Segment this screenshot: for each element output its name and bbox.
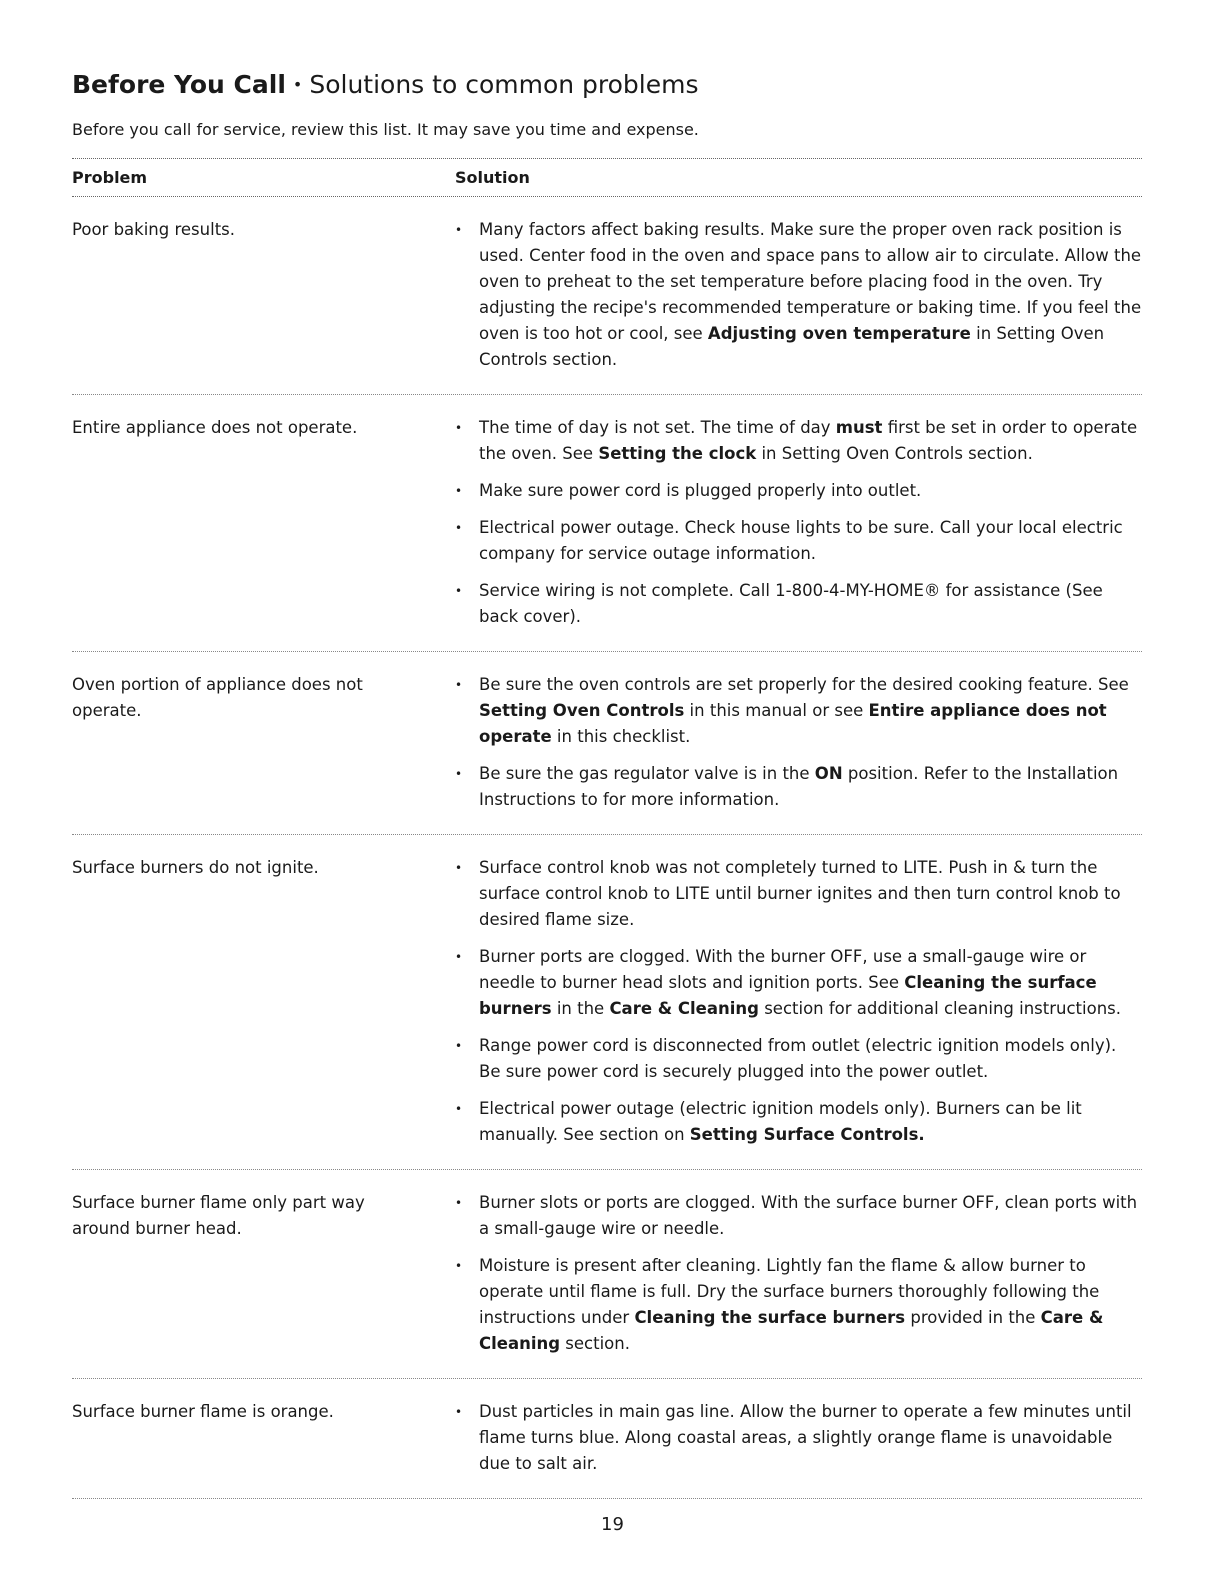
- title-subtitle: Solutions to common problems: [309, 70, 699, 99]
- solution-item: [455, 1033, 1142, 1085]
- solution-item: [455, 761, 1142, 813]
- table-row: [72, 1170, 1142, 1379]
- emphasis-text: Setting Oven Controls: [479, 701, 685, 720]
- solution-item: [455, 1399, 1142, 1477]
- bullet-icon: •: [455, 584, 463, 598]
- page-number: 19: [601, 1514, 624, 1535]
- solution-item: [455, 1096, 1142, 1148]
- emphasis-text: Care & Cleaning: [609, 999, 759, 1018]
- title-separator: •: [292, 75, 303, 94]
- problem-cell: Surface burner flame is orange.: [72, 1402, 334, 1421]
- bullet-icon: •: [455, 223, 463, 237]
- problem-cell: Poor baking results.: [72, 220, 236, 239]
- emphasis-text: ON: [814, 764, 843, 783]
- bullet-icon: •: [455, 950, 463, 964]
- solution-list: [455, 217, 1142, 373]
- solution-item: [455, 672, 1142, 750]
- bullet-icon: •: [455, 678, 463, 692]
- bullet-icon: •: [455, 1259, 463, 1273]
- solution-item: [455, 478, 1142, 504]
- solution-list: [455, 1399, 1142, 1477]
- solution-list: [455, 415, 1142, 630]
- solution-cell: [455, 415, 1142, 630]
- solution-text: Many factors affect baking results. Make sure the proper oven rack position is used. Center food in the oven and space pans to allow air to circulate. Allow the oven to preheat to the set temperature before placing food in the oven. Try adjusting the recipe's recommended temperature or baking time. If you feel the oven is too hot or cool, see: [479, 220, 1142, 343]
- solution-text: Electrical power outage (electric ignition models only). Burners can be lit manually. See section on: [479, 1099, 1082, 1144]
- bullet-icon: •: [455, 1405, 463, 1419]
- bullet-icon: •: [455, 1196, 463, 1210]
- solution-cell: [455, 1399, 1142, 1477]
- table-body: [72, 197, 1142, 1499]
- solution-text: section for additional cleaning instructions.: [758, 999, 1121, 1018]
- solution-item: [455, 944, 1142, 1022]
- bullet-icon: •: [455, 767, 463, 781]
- solution-item: [455, 217, 1142, 373]
- solution-text: Range power cord is disconnected from outlet (electric ignition models only). Be sure power cord is securely plugged into the power outlet.: [479, 1036, 1117, 1081]
- problem-column-header: Problem: [72, 168, 148, 187]
- solution-text: in Setting Oven Controls section.: [479, 324, 1105, 369]
- problem-cell: Entire appliance does not operate.: [72, 418, 358, 437]
- emphasis-text: Entire appliance does not operate: [479, 701, 1107, 746]
- solution-text: in this manual or see: [684, 701, 869, 720]
- solution-text: Be sure the gas regulator valve is in the: [479, 764, 815, 783]
- solution-item: [455, 855, 1142, 933]
- solution-item: [455, 578, 1142, 630]
- solution-text: provided in the: [905, 1308, 1041, 1327]
- solution-text: first be set in order to operate the oven. See: [479, 418, 1138, 463]
- solution-text: section.: [560, 1334, 630, 1353]
- bullet-icon: •: [455, 1102, 463, 1116]
- solution-text: Service wiring is not complete. Call 1-800-4-MY-HOME® for assistance (See back cover).: [479, 581, 1103, 626]
- solution-text: Burner ports are clogged. With the burner OFF, use a small-gauge wire or needle to burner head slots and ignition ports. See: [479, 947, 1087, 992]
- intro-text: Before you call for service, review this list. It may save you time and expense.: [72, 120, 699, 139]
- table-row: [72, 197, 1142, 395]
- solution-text: Surface control knob was not completely turned to LITE. Push in & turn the surface control knob to LITE until burner ignites and then turn control knob to desired flame size.: [479, 858, 1121, 929]
- emphasis-text: Cleaning the surface burners: [479, 973, 1097, 1018]
- problem-cell: Surface burners do not ignite.: [72, 858, 319, 877]
- solution-cell: [455, 217, 1142, 373]
- problem-cell: Oven portion of appliance does not operate.: [72, 675, 363, 720]
- solution-text: Moisture is present after cleaning. Lightly fan the flame & allow burner to operate until flame is full. Dry the surface burners thoroughly following the instructions under: [479, 1256, 1100, 1327]
- problem-cell: Surface burner flame only part way around burner head.: [72, 1193, 365, 1238]
- solution-text: Make sure power cord is plugged properly into outlet.: [479, 481, 922, 500]
- solution-text: in the: [551, 999, 610, 1018]
- solution-item: [455, 1190, 1142, 1242]
- emphasis-text: Care & Cleaning: [479, 1308, 1104, 1353]
- solution-cell: [455, 672, 1142, 813]
- solution-column-header: Solution: [455, 168, 530, 187]
- bullet-icon: •: [455, 861, 463, 875]
- solution-item: [455, 415, 1142, 467]
- solution-text: Dust particles in main gas line. Allow the burner to operate a few minutes until flame turns blue. Along coastal areas, a slightly orange flame is unavoidable due to salt air.: [479, 1402, 1132, 1473]
- title-main: Before You Call: [72, 70, 286, 99]
- solution-cell: [455, 1190, 1142, 1357]
- solution-item: [455, 515, 1142, 567]
- solution-text: The time of day is not set. The time of day: [479, 418, 836, 437]
- table-row: [72, 652, 1142, 835]
- troubleshooting-table: [72, 158, 1142, 1499]
- bullet-icon: •: [455, 421, 463, 435]
- table-row: [72, 1379, 1142, 1499]
- bullet-icon: •: [455, 484, 463, 498]
- solution-text: in Setting Oven Controls section.: [756, 444, 1033, 463]
- solution-text: Burner slots or ports are clogged. With the surface burner OFF, clean ports with a small-gauge wire or needle.: [479, 1193, 1138, 1238]
- solution-list: [455, 1190, 1142, 1357]
- solution-item: [455, 1253, 1142, 1357]
- solution-list: [455, 672, 1142, 813]
- bullet-icon: •: [455, 1039, 463, 1053]
- emphasis-text: Setting the clock: [598, 444, 757, 463]
- bullet-icon: •: [455, 521, 463, 535]
- table-row: [72, 395, 1142, 652]
- solution-text: Be sure the oven controls are set properly for the desired cooking feature. See: [479, 675, 1129, 694]
- table-header: [72, 159, 1142, 197]
- solution-text: position. Refer to the Installation Instructions to for more information.: [479, 764, 1119, 809]
- solution-text: in this checklist.: [551, 727, 691, 746]
- emphasis-text: Cleaning the surface burners: [634, 1308, 906, 1327]
- solution-list: [455, 855, 1142, 1148]
- table-row: [72, 835, 1142, 1170]
- solution-text: Electrical power outage. Check house lights to be sure. Call your local electric company for service outage information.: [479, 518, 1123, 563]
- emphasis-text: Adjusting oven temperature: [707, 324, 971, 343]
- emphasis-text: Setting Surface Controls.: [689, 1125, 925, 1144]
- page-title: [72, 70, 699, 99]
- solution-cell: [455, 855, 1142, 1148]
- emphasis-text: must: [835, 418, 883, 437]
